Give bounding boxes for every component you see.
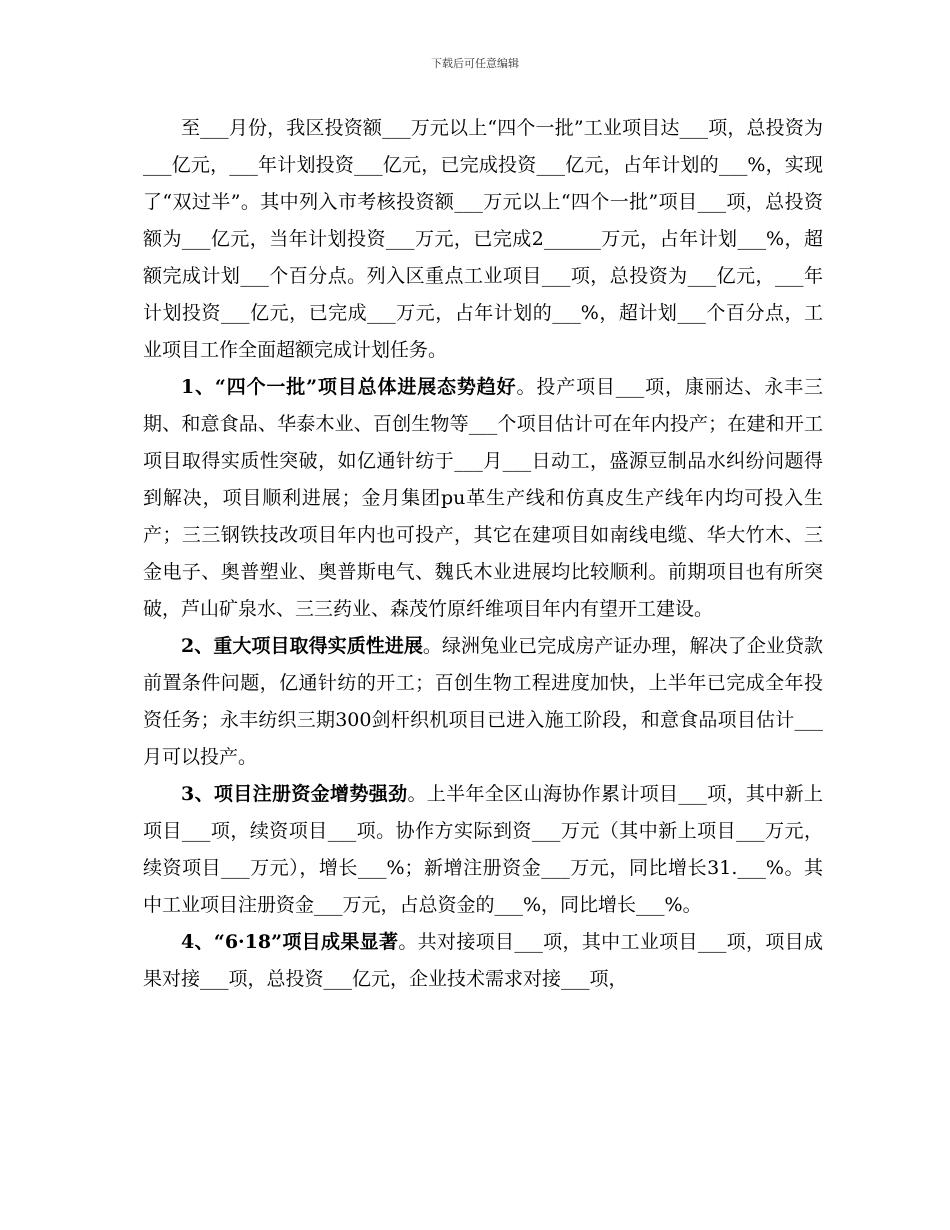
paragraph-heading: 2、重大项目取得实质性进展 xyxy=(181,635,423,657)
paragraph-intro xyxy=(143,110,823,369)
paragraph-2 xyxy=(143,628,823,776)
paragraph-heading: 1、“四个一批”项目总体进展态势趋好 xyxy=(181,376,517,398)
paragraph-heading: 4、“6·18”项目成果显著 xyxy=(181,931,399,953)
paragraph-heading: 3、项目注册资金增势强劲 xyxy=(181,783,408,805)
paragraph-text: 至___月份，我区投资额___万元以上“四个一批”工业项目达___项，总投资为___亿元，___年计划投资___亿元，已完成投资___亿元，占年计划的___%，实现了“双过半”。其中列入市考核投资额___万元以上“四个一批”项目___项，总投资额为___亿元，当年计划投资___万元，已完成2______万元，占年计划___%，超额完成计划___个百分点。列入区重点工业项目___项，总投资为___亿元，___年计划投资___亿元，已完成___万元，占年计划的___%，超计划___个百分点，工业项目工作全面超额完成计划任务。 xyxy=(143,117,823,361)
paragraph-1 xyxy=(143,369,823,628)
paragraph-4 xyxy=(143,924,823,998)
page-header: 下载后可任意编辑 xyxy=(431,57,519,70)
paragraph-text: 。上半年全区山海协作累计项目___项，其中新上项目___项，续资项目___项。协作方实际到资___万元（其中新上项目___万元，续资项目___万元），增长___%；新增注册资金___万元，同比增长31.___%。其中工业项目注册资金___万元，占总资金的___%，同比增长___%。 xyxy=(143,783,823,916)
document-body xyxy=(143,110,823,998)
paragraph-text: 。投产项目___项，康丽达、永丰三期、和意食品、华泰木业、百创生物等___个项目估计可在年内投产；在建和开工项目取得实质性突破，如亿通针纺于___月___日动工，盛源豆制品水纠纷问题得到解决，项目顺利进展；金月集团pu革生产线和仿真皮生产线年内均可投入生产；三三钢铁技改项目年内也可投产，其它在建项目如南线电缆、华大竹木、三金电子、奥普塑业、奥普斯电气、魏氏木业进展均比较顺利。前期项目也有所突破，芦山矿泉水、三三药业、森茂竹原纤维项目年内有望开工建设。 xyxy=(143,376,823,620)
paragraph-text: 。共对接项目___项，其中工业项目___项，项目成果对接___项，总投资___亿元，企业技术需求对接___项， xyxy=(143,931,823,990)
paragraph-text: 。绿洲兔业已完成房产证办理，解决了企业贷款前置条件问题，亿通针纺的开工；百创生物工程进度加快，上半年已完成全年投资任务；永丰纺织三期300剑杆织机项目已进入施工阶段，和意食品项目估计___月可以投产。 xyxy=(143,635,823,768)
paragraph-3 xyxy=(143,776,823,924)
